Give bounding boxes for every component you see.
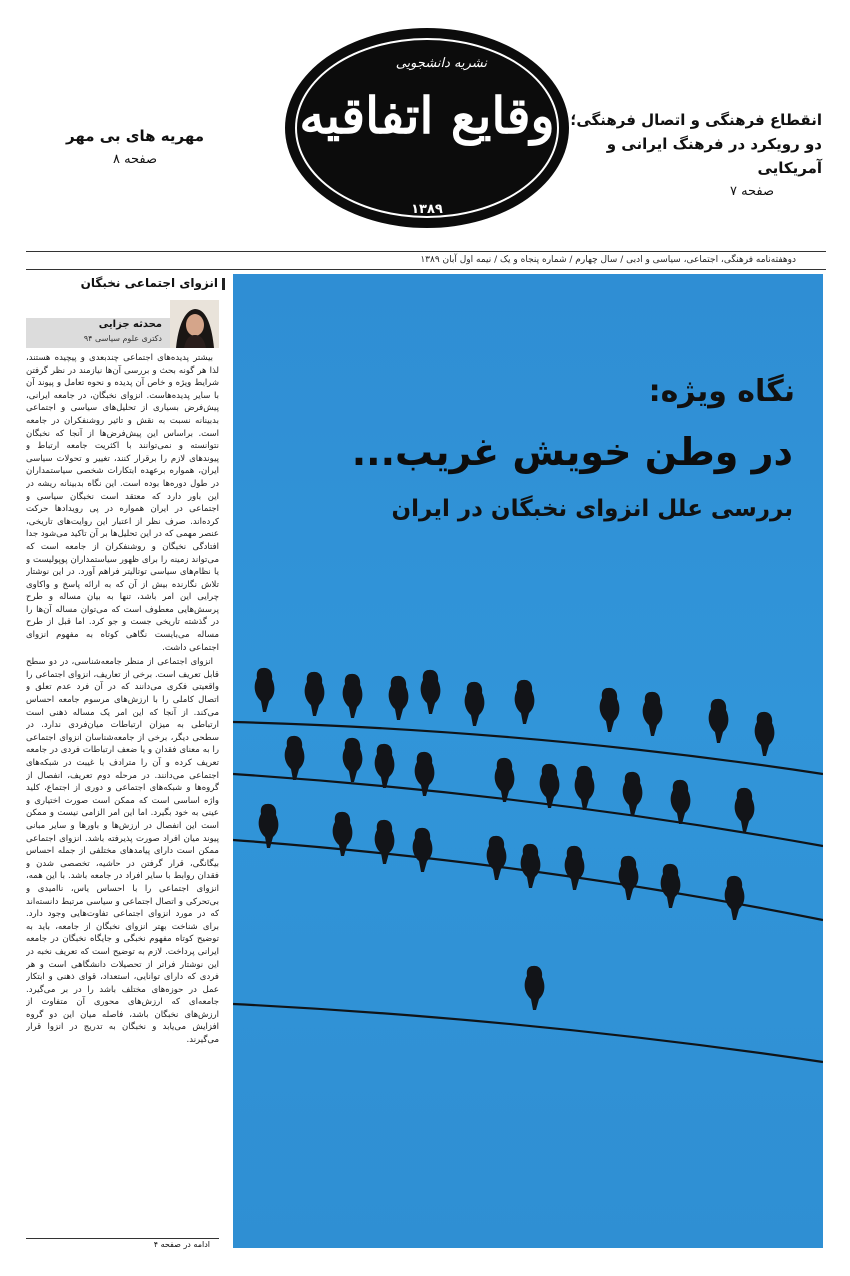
bird-silhouette <box>421 670 441 714</box>
column-paragraph: بیشتر پدیده‌های اجتماعی چندبعدی و پیچیده هستند، لذا هر گونه بحث و بررسی آن‌ها نیازمند در نظر گرفتن شرایط ویژه و خاص آن پدیده و نحوه تعامل و پیوند آن با سایر پدیده‌هاست. انزوای نخبگان، در جامعه ایرانی، پیش‌فرض بسیاری از تحلیل‌های سیاسی و اجتماعی بدبینانه نسبت به نقش و تاثیر روشنفکران در جامعه است. براساس این پیش‌فرض‌ها از آنجا که نخبگان نتوانسته و نمی‌توانند با اکثریت جامعه ارتباط و پیوندهای لازم را برقرار کنند، تغییر و تحولات سیاسی ایران، همواره برعهده ابتکارات شخصی سیاستمداران در طول دوره‌ها بوده است. این نگاه بدبینانه ریشه در این باور دارد که معتقد است نخبگان سیاسی و اجتماعی در ایران همواره در پی رویدادها حرکت کرده‌اند. صرف نظر از اعتبار این روایت‌های تاریخی، عنصر مهمی که در این تحلیل‌ها بر آن تاکید می‌شود جدا افتادگی نخبگان و روشنفکران از جامعه است که می‌تواند زمینه را برای ظهور سیاستمداران پوپولیست و یا نظام‌های سیاسی توتالیتر فراهم آورد. در این نوشتار تلاش نگارنده بیش از آن که به ارائه پاسخ و واکاوی چرایی این امر باشد، تنها به بیان مساله و طرح پرسش‌هایی معطوف است که می‌توان مساله آن‌ها را در گذشته تاریخی جست و جو کرد. اما قبل از طرح مساله می‌بایست نگاهی کوتاه به مفهوم انزوای اجتماعی داشت. <box>26 353 219 653</box>
headline-left-page: صفحه ۸ <box>112 152 158 167</box>
feature-photo[interactable] <box>233 274 823 1248</box>
bird-silhouette <box>671 780 691 824</box>
bird-silhouette <box>285 736 305 780</box>
bird-silhouette <box>495 758 515 802</box>
bird-silhouette <box>709 699 729 743</box>
bird-silhouette <box>389 676 409 720</box>
bird-silhouette <box>525 966 545 1010</box>
author-name: محدثه جزایی <box>98 319 162 330</box>
column-paragraph: انزوای اجتماعی از منظر جامعه‌شناسی، در دو سطح قابل تعریف است. برخی از تعاریف، انزوای اجتماعی را واقعیتی فکری می‌دانند که در آن فرد عدم تعلق و اتصال کاملی را با ارزش‌های مرسوم جامعه احساس می‌کند. از آنجا که این امر یک مساله ذهنی است ارتباطی به میزان ارتباطات میان‌فردی ندارد. در سطحی دیگر، برخی از جامعه‌شناسان انزوای اجتماعی را به معنای فقدان و یا ضعف ارتباطات فردی در جامعه تعریف کرده و آن را مترادف با غیبت در شبکه‌های اجتماعی می‌دانند. در مرحله دوم تعریف، انفصال از گروه‌ها و شبکه‌های اجتماعی و دوری از اجتماع، کلید واژه اساسی است که ممکن است صورت اختیاری و عینی به خود بگیرد. اما این امر الزامی نیست و ممکن است این انفصال در ارزش‌ها و باورها و سایر مبانی پیوند میان افراد صورت پذیرفته باشد. انزوای اجتماعی ممکن است دارای پیامدهای مختلفی از جمله احساس بیگانگی، قرار گرفتن در حاشیه، تخصصی شدن و فقدان روابط با سایر افراد در جامعه باشد. با این همه، انزوای اجتماعی را با احساس یاس، ناامیدی و بی‌تحرکی و اتصال اجتماعی و سیاسی مرتبط دانسته‌اند که در مورد انزوای اجتماعی تفاوت‌هایی وجود دارد. برای شناخت بهتر انزوای نخبگان از جامعه، باید به توضیح کوتاه مفهوم نخبگی و جایگاه نخبگان در جامعه ایرانی پرداخت. لازم به توضیح است که تعریف نخبه در این نوشتار فراتر از تحصیلات دانشگاهی است و هر فردی که دارای توانایی، استعداد، قوای ذهنی و ابتکار عمل در حوزه‌های مختلف باشد را در بر می‌گیرد. جامعه‌ای که ارزش‌های محوری آن متفاوت از ارزش‌های نخبگان باشد، فاصله میان این دو گروه افزایش می‌یابد و نخبگان به تدریج در انزوا قرار می‌گیرند. <box>26 657 219 1046</box>
author-role: دکتری علوم سیاسی ۹۴ <box>83 334 162 343</box>
feature-kicker: نگاه ویژه: <box>648 374 795 409</box>
bird-silhouette <box>521 844 541 888</box>
bird-silhouette <box>735 788 755 832</box>
birds-on-wires-illustration <box>233 274 823 1248</box>
column-title-bar <box>222 278 225 290</box>
headline-right-line1: انقطاع فرهنگی و اتصال فرهنگی؛ <box>570 111 822 129</box>
bird-silhouette <box>515 680 535 724</box>
headline-left-title: مهریه های بی مهر <box>65 127 205 145</box>
bird-silhouette <box>575 766 595 810</box>
bird-silhouette <box>643 692 663 736</box>
bird-silhouette <box>305 672 325 716</box>
headline-right-page: صفحه ۷ <box>729 184 775 199</box>
issue-meta: دوهفته‌نامه فرهنگی، اجتماعی، سیاسی و ادبی / سال چهارم / شماره پنجاه و یک / نیمه اول آبان ۱۳۸۹ <box>420 255 796 265</box>
bird-silhouette <box>413 828 433 872</box>
bird-silhouette <box>540 764 560 808</box>
bird-silhouette <box>487 836 507 880</box>
bird-silhouette <box>343 738 363 782</box>
header-rule-top <box>26 251 826 252</box>
headline-right-line2: دو رویکرد در فرهنگ ایرانی و آمریکایی <box>606 135 822 177</box>
masthead-year: ۱۳۸۹ <box>411 202 443 217</box>
bird-silhouette <box>565 846 585 890</box>
feature-title: در وطن خویش غریب... <box>351 430 793 474</box>
masthead-title: وقایع اتفاقیه <box>299 86 555 145</box>
masthead-logo <box>285 28 569 228</box>
column-title: انزوای اجتماعی نخبگان <box>80 276 218 290</box>
bird-silhouette <box>623 772 643 816</box>
bird-silhouette <box>755 712 775 756</box>
author-photo <box>170 300 219 348</box>
continued-note[interactable]: ادامه در صفحه ۴ <box>153 1240 210 1249</box>
bird-silhouette <box>725 876 745 920</box>
header-rule-bottom <box>26 269 826 270</box>
bird-silhouette <box>465 682 485 726</box>
bird-silhouette <box>375 744 395 788</box>
masthead-subtitle: نشریه دانشجویی <box>395 56 487 71</box>
bird-silhouette <box>375 820 395 864</box>
bird-silhouette <box>255 668 275 712</box>
bird-silhouette <box>619 856 639 900</box>
headline-left[interactable] <box>60 124 210 172</box>
feature-subtitle: بررسی علل انزوای نخبگان در ایران <box>391 496 793 522</box>
headline-right[interactable] <box>562 108 822 204</box>
bird-silhouette <box>343 674 363 718</box>
column-end-rule <box>26 1238 219 1239</box>
column-body <box>26 352 219 1234</box>
bird-silhouette <box>600 688 620 732</box>
bird-silhouette <box>661 864 681 908</box>
